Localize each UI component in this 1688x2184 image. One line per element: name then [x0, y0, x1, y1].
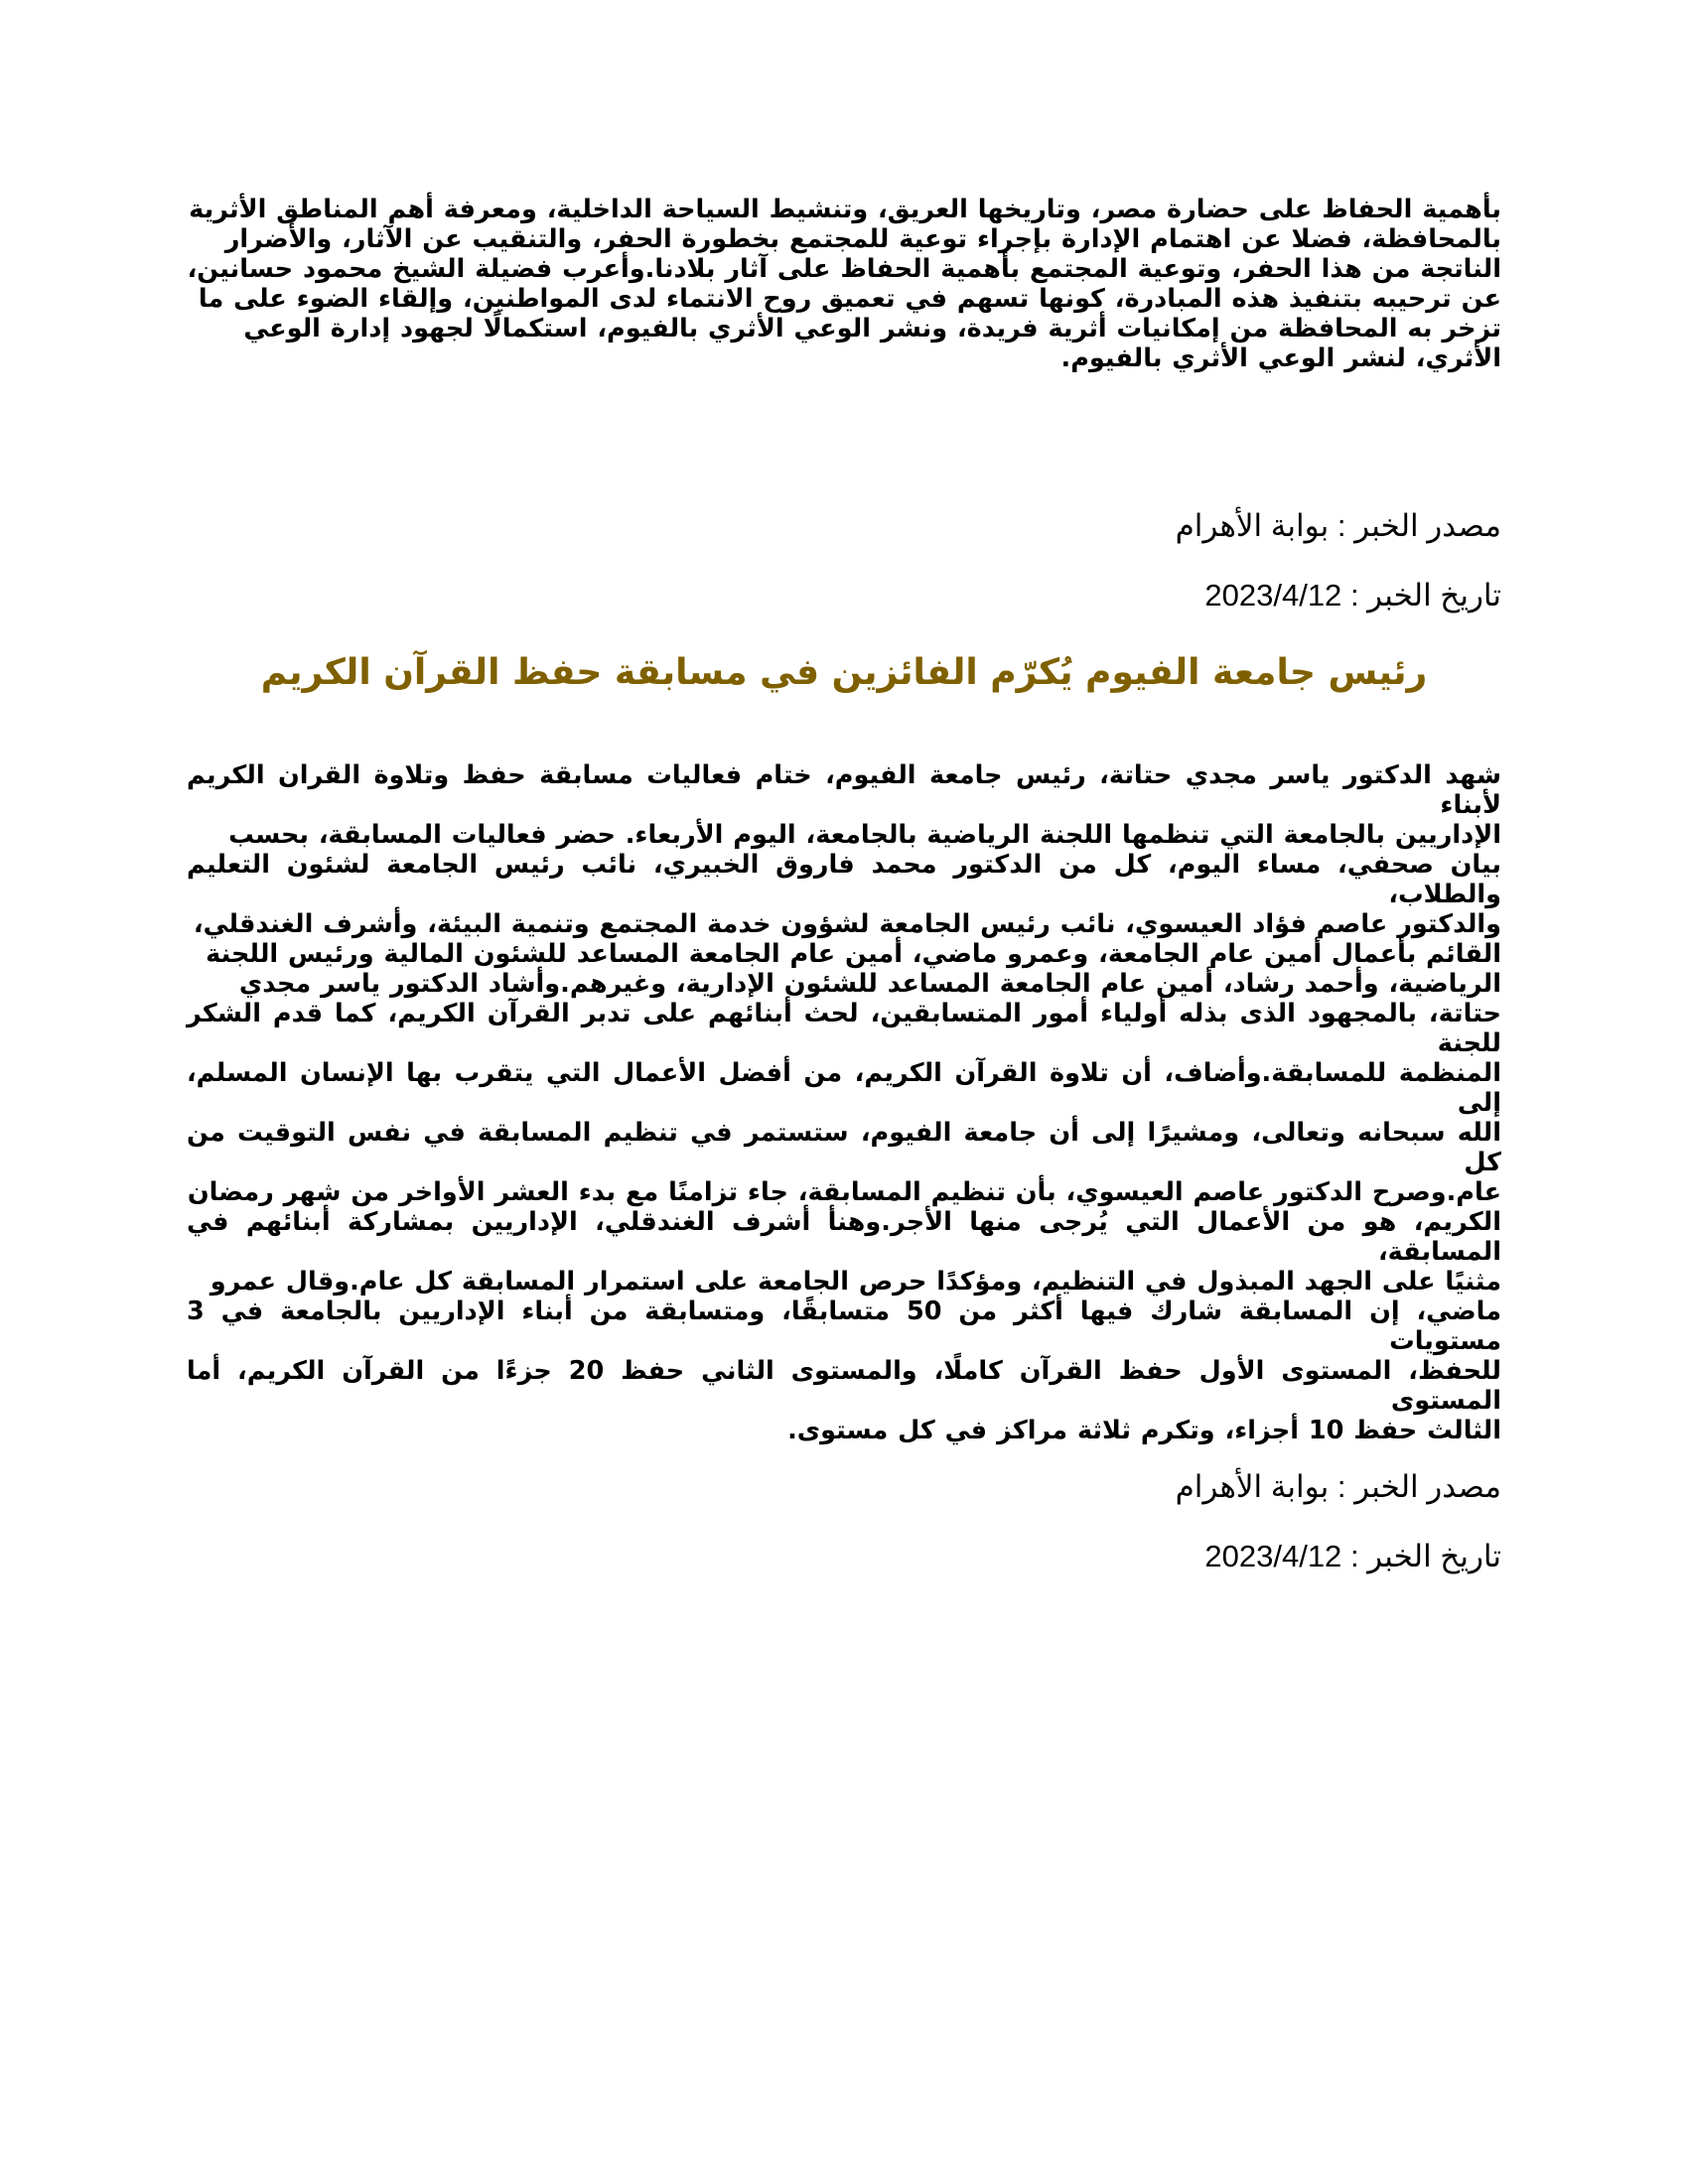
article2-line: للحفظ، المستوى الأول حفظ القرآن كاملًا، والمستوى الثاني حفظ 20 جزءًا من القرآن الكريم، أما المستوى	[187, 1356, 1501, 1416]
source-value: بوابة الأهرام	[1175, 508, 1330, 543]
date-label: تاريخ الخبر :	[1349, 1539, 1501, 1573]
article2-source	[187, 1469, 1501, 1505]
date-value: 2023/4/12	[1204, 1539, 1342, 1573]
date-value: 2023/4/12	[1204, 578, 1342, 613]
article1-line: بأهمية الحفاظ على حضارة مصر، وتاريخها العريق، وتنشيط السياحة الداخلية، ومعرفة أهم المناطق الأثرية	[189, 195, 1501, 224]
source-label: مصدر الخبر :	[1336, 508, 1501, 543]
article1-line: عن ترحيبه بتنفيذ هذه المبادرة، كونها تسهم في تعميق روح الانتماء لدى المواطنين، وإلقاء الضوء على ما	[198, 284, 1501, 314]
article2-line: عام.وصرح الدكتور عاصم العيسوي، بأن تنظيم المسابقة، جاء تزامنًا مع بدء العشر الأواخر من شهر رمضان	[187, 1177, 1501, 1207]
article1-body	[187, 195, 1501, 373]
article2-date	[187, 1539, 1501, 1574]
source-value: بوابة الأهرام	[1175, 1469, 1330, 1504]
article2-line: بيان صحفي، مساء اليوم، كل من الدكتور محمد فاروق الخبيري، نائب رئيس الجامعة لشئون التعليم والطلاب،	[187, 850, 1501, 909]
article2-line: الثالث حفظ 10 أجزاء، وتكرم ثلاثة مراكز في كل مستوى.	[787, 1416, 1501, 1445]
article1-line: الناتجة من هذا الحفر، وتوعية المجتمع بأهمية الحفاظ على آثار بلادنا.وأعرب فضيلة الشيخ محمود حسانين،	[187, 254, 1501, 284]
article2-line: الرياضية، وأحمد رشاد، أمين عام الجامعة المساعد للشئون الإدارية، وغيرهم.وأشاد الدكتور ياسر مجدي	[238, 969, 1501, 999]
article2-line: شهد الدكتور ياسر مجدي حتاتة، رئيس جامعة الفيوم، ختام فعاليات مسابقة حفظ وتلاوة القران الكريم لأبناء	[187, 760, 1501, 820]
article2-line: الإداريين بالجامعة التي تنظمها اللجنة الرياضية بالجامعة، اليوم الأربعاء. حضر فعاليات المسابقة، بحسب	[228, 820, 1501, 850]
article2-line: ماضي، إن المسابقة شارك فيها أكثر من 50 متسابقًا، ومتسابقة من أبناء الإداريين بالجامعة في 3 مستويات	[187, 1297, 1501, 1356]
article1-line: الأثري، لنشر الوعي الأثري بالفيوم.	[1060, 343, 1501, 373]
article1-source	[187, 508, 1501, 544]
article2-line: الكريم، هو من الأعمال التي يُرجى منها الأجر.وهنأ أشرف الغندقلي، الإداريين بمشاركة أبنائهم في المسابقة،	[187, 1207, 1501, 1267]
article1-date	[187, 578, 1501, 614]
article2-body	[187, 760, 1501, 1445]
article2-line: القائم بأعمال أمين عام الجامعة، وعمرو ماضي، أمين عام الجامعة المساعد للشئون المالية ورئيس اللجنة	[206, 939, 1501, 969]
date-label: تاريخ الخبر :	[1349, 578, 1501, 613]
article2-headline: رئيس جامعة الفيوم يُكرّم الفائزين في مسابقة حفظ القرآن الكريم	[260, 652, 1428, 693]
article1-line: تزخر به المحافظة من إمكانيات أثرية فريدة، ونشر الوعي الأثري بالفيوم، استكمالًا لجهود إدارة الوعي	[243, 314, 1501, 343]
article2-line: والدكتور عاصم فؤاد العيسوي، نائب رئيس الجامعة لشؤون خدمة المجتمع وتنمية البيئة، وأشرف الغندقلي،	[193, 909, 1501, 939]
source-label: مصدر الخبر :	[1336, 1469, 1501, 1504]
article2-line: الله سبحانه وتعالى، ومشيرًا إلى أن جامعة الفيوم، ستستمر في تنظيم المسابقة في نفس التوقيت من كل	[187, 1118, 1501, 1177]
article2-line: حتاتة، بالمجهود الذى بذله أولياء أمور المتسابقين، لحث أبنائهم على تدبر القرآن الكريم، كما قدم الشكر للجنة	[187, 999, 1501, 1058]
article1-line: بالمحافظة، فضلا عن اهتمام الإدارة بإجراء توعية للمجتمع بخطورة الحفر، والتنقيب عن الآثار، والأضرار	[224, 224, 1501, 254]
article2-line: المنظمة للمسابقة.وأضاف، أن تلاوة القرآن الكريم، من أفضل الأعمال التي يتقرب بها الإنسان المسلم، إلى	[187, 1058, 1501, 1118]
article2-line: مثنيًا على الجهد المبذول في التنظيم، ومؤكدًا حرص الجامعة على استمرار المسابقة كل عام.وقال عمرو	[210, 1267, 1501, 1297]
